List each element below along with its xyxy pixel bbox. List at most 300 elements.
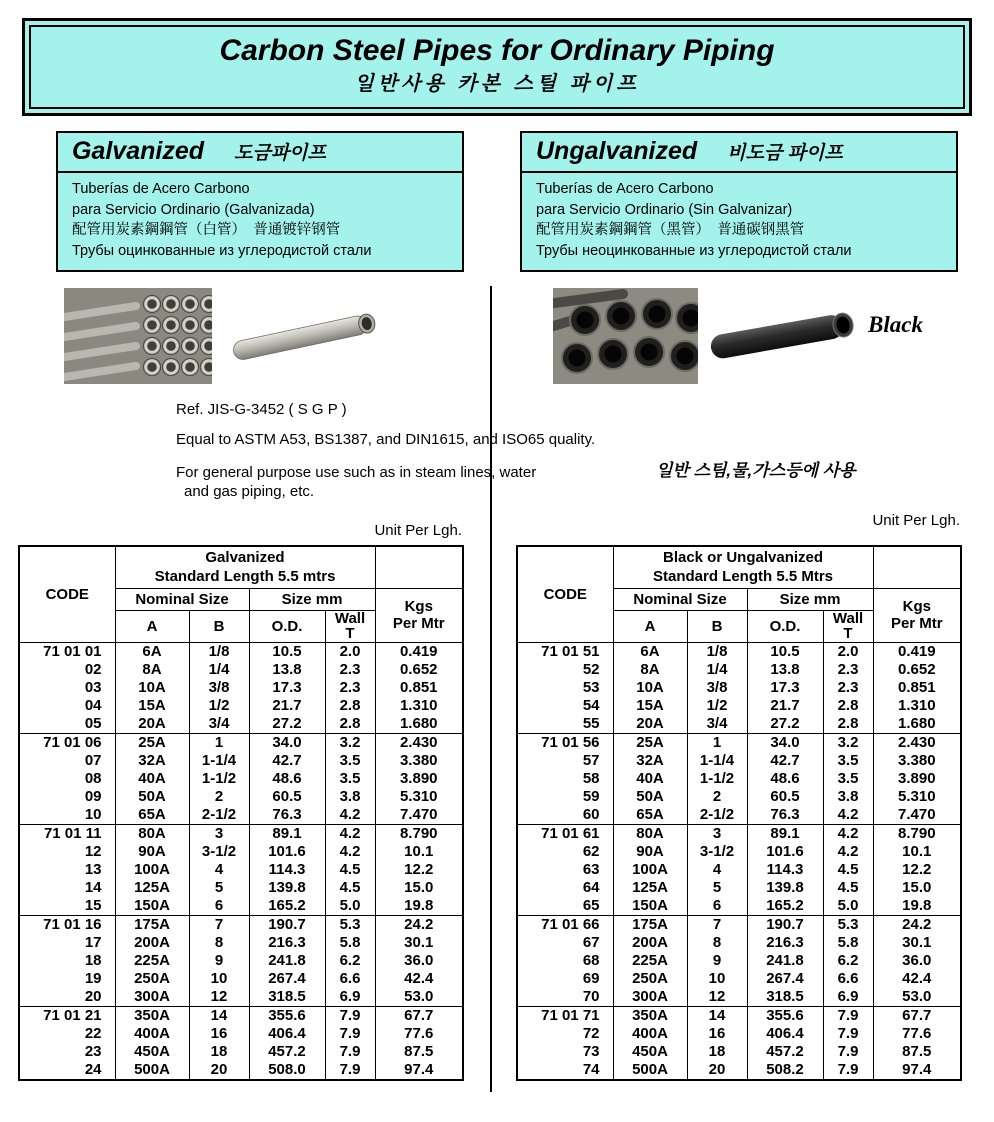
wall-cell: 7.9 [823, 1061, 873, 1080]
wall-cell: 2.3 [823, 661, 873, 679]
kgs-cell: 10.1 [873, 843, 961, 861]
nominal-b-cell: 7 [687, 915, 747, 934]
code-cell: 22 [19, 1025, 115, 1043]
pipe-row [19, 1006, 463, 1025]
kgs-cell: 97.4 [873, 1061, 961, 1080]
pipe-row [19, 752, 463, 770]
code-cell: 59 [517, 788, 613, 806]
kgs-cell: 1.310 [873, 697, 961, 715]
nominal-b-cell: 16 [687, 1025, 747, 1043]
code-cell: 13 [19, 861, 115, 879]
od-cell: 318.5 [747, 988, 823, 1007]
page-title-korean: 일반사용 카본 스틸 파이프 [354, 73, 640, 95]
od-cell: 114.3 [747, 861, 823, 879]
table-title-line-2: Standard Length 5.5 mtrs [154, 568, 336, 586]
pipe-row [517, 1006, 961, 1025]
galvanized-table-title [115, 546, 375, 588]
wall-cell: 6.6 [823, 970, 873, 988]
per-mtr-label: Per Mtr [392, 615, 445, 632]
column-b-header: B [687, 610, 747, 642]
galvanized-pipes-bundle-photo [64, 288, 212, 384]
galvanized-descriptions [58, 173, 462, 270]
kgs-cell: 12.2 [873, 861, 961, 879]
kgs-cell: 77.6 [375, 1025, 463, 1043]
pipe-row [19, 788, 463, 806]
galvanized-pipe-photo [226, 290, 386, 382]
nominal-a-cell: 500A [115, 1061, 189, 1080]
nominal-b-cell: 7 [189, 915, 249, 934]
nominal-a-cell: 250A [613, 970, 687, 988]
table-title-line-1: Galvanized [205, 549, 285, 567]
unit-per-length-label-right: Unit Per Lgh. [872, 512, 960, 529]
pipe-row [517, 752, 961, 770]
nominal-b-cell: 2-1/2 [189, 806, 249, 825]
title-banner-inner [29, 25, 965, 109]
nominal-b-cell: 1-1/2 [189, 770, 249, 788]
nominal-size-header: Nominal Size [613, 588, 747, 610]
kgs-cell: 67.7 [873, 1006, 961, 1025]
nominal-b-cell: 3/4 [189, 715, 249, 734]
code-cell: 14 [19, 879, 115, 897]
galvanized-desc-es-1: Tuberías de Acero Carbono [72, 181, 250, 197]
nominal-a-cell: 6A [613, 642, 687, 661]
code-cell: 71 01 61 [517, 824, 613, 843]
title-banner [22, 18, 972, 116]
pipe-row [517, 715, 961, 734]
kgs-per-mtr-header [375, 588, 463, 642]
nominal-a-cell: 8A [613, 661, 687, 679]
wall-cell: 6.9 [823, 988, 873, 1007]
od-cell: 508.0 [249, 1061, 325, 1080]
pipe-row [19, 642, 463, 661]
pipe-row [19, 697, 463, 715]
pipe-row [19, 970, 463, 988]
nominal-a-cell: 300A [115, 988, 189, 1007]
wall-cell: 3.8 [325, 788, 375, 806]
nominal-b-cell: 14 [687, 1006, 747, 1025]
pipe-row [517, 952, 961, 970]
od-cell: 27.2 [249, 715, 325, 734]
unit-per-length-label-left: Unit Per Lgh. [374, 522, 462, 539]
kgs-cell: 97.4 [375, 1061, 463, 1080]
nominal-b-cell: 3 [189, 824, 249, 843]
pipe-row [517, 770, 961, 788]
code-cell: 74 [517, 1061, 613, 1080]
galvanized-desc-zh: 配管用炭素鋼鋼管（白管） 普通镀锌钢管 [72, 222, 341, 239]
od-cell: 48.6 [249, 770, 325, 788]
nominal-a-cell: 10A [613, 679, 687, 697]
od-cell: 406.4 [747, 1025, 823, 1043]
od-cell: 10.5 [249, 642, 325, 661]
column-b-header: B [189, 610, 249, 642]
galvanized-table-head [19, 546, 463, 642]
kgs-cell: 19.8 [375, 897, 463, 916]
od-cell: 241.8 [747, 952, 823, 970]
kgs-cell: 3.890 [873, 770, 961, 788]
ref-standard-line: Ref. JIS-G-3452 ( S G P ) [176, 401, 347, 418]
nominal-a-cell: 450A [115, 1043, 189, 1061]
code-cell: 73 [517, 1043, 613, 1061]
kgs-cell: 0.419 [873, 642, 961, 661]
od-cell: 406.4 [249, 1025, 325, 1043]
kgs-cell: 1.680 [375, 715, 463, 734]
kgs-label: Kgs [902, 598, 931, 615]
kgs-cell: 7.470 [873, 806, 961, 825]
usage-korean: 일반 스팀,물,가스등에 사용 [656, 461, 856, 480]
kgs-cell: 0.419 [375, 642, 463, 661]
wall-cell: 2.3 [325, 679, 375, 697]
ungalvanized-descriptions [522, 173, 956, 270]
row-group [517, 915, 961, 1006]
nominal-a-cell: 350A [613, 1006, 687, 1025]
pipe-row [19, 843, 463, 861]
od-header: O.D. [747, 610, 823, 642]
pipe-row [517, 661, 961, 679]
nominal-b-cell: 14 [189, 1006, 249, 1025]
wall-cell: 6.2 [325, 952, 375, 970]
wall-cell: 4.5 [325, 879, 375, 897]
kgs-cell: 10.1 [375, 843, 463, 861]
row-group [19, 824, 463, 915]
nominal-a-cell: 65A [613, 806, 687, 825]
wall-cell: 6.2 [823, 952, 873, 970]
kgs-cell: 2.430 [375, 733, 463, 752]
galvanized-header-box [56, 131, 464, 272]
od-cell: 139.8 [747, 879, 823, 897]
nominal-a-cell: 10A [115, 679, 189, 697]
code-cell: 71 01 66 [517, 915, 613, 934]
kgs-cell: 24.2 [375, 915, 463, 934]
nominal-b-cell: 4 [189, 861, 249, 879]
nominal-a-cell: 350A [115, 1006, 189, 1025]
nominal-a-cell: 300A [613, 988, 687, 1007]
nominal-a-cell: 50A [613, 788, 687, 806]
nominal-b-cell: 1/8 [687, 642, 747, 661]
code-cell: 18 [19, 952, 115, 970]
wall-cell: 3.8 [823, 788, 873, 806]
od-cell: 76.3 [249, 806, 325, 825]
nominal-b-cell: 16 [189, 1025, 249, 1043]
wall-cell: 3.5 [823, 752, 873, 770]
nominal-a-cell: 20A [613, 715, 687, 734]
od-cell: 508.2 [747, 1061, 823, 1080]
ungalvanized-header-box [520, 131, 958, 272]
kgs-cell: 30.1 [375, 934, 463, 952]
code-cell: 20 [19, 988, 115, 1007]
code-cell: 15 [19, 897, 115, 916]
row-group [19, 1006, 463, 1080]
code-cell: 71 01 16 [19, 915, 115, 934]
code-cell: 09 [19, 788, 115, 806]
nominal-a-cell: 40A [115, 770, 189, 788]
code-cell: 71 01 21 [19, 1006, 115, 1025]
wall-cell: 4.2 [325, 806, 375, 825]
black-caption: Black [868, 312, 923, 337]
nominal-b-cell: 18 [687, 1043, 747, 1061]
code-column-header: CODE [19, 546, 115, 642]
nominal-a-cell: 15A [613, 697, 687, 715]
wall-cell: 4.5 [325, 861, 375, 879]
ungalvanized-desc-es-1: Tuberías de Acero Carbono [536, 181, 714, 197]
kgs-cell: 1.310 [375, 697, 463, 715]
wall-cell: 3.5 [325, 752, 375, 770]
nominal-b-cell: 3-1/2 [189, 843, 249, 861]
size-mm-header: Size mm [249, 588, 375, 610]
pipe-row [19, 861, 463, 879]
column-a-header: A [115, 610, 189, 642]
per-mtr-label: Per Mtr [890, 615, 943, 632]
galvanized-desc-ru: Трубы оцинкованные из углеродистой стали [72, 242, 372, 259]
pipe-row [517, 988, 961, 1007]
pipe-row [19, 679, 463, 697]
wall-cell: 5.3 [325, 915, 375, 934]
nominal-a-cell: 100A [613, 861, 687, 879]
code-cell: 63 [517, 861, 613, 879]
code-column-header: CODE [517, 546, 613, 642]
pipe-row [517, 1043, 961, 1061]
od-cell: 241.8 [249, 952, 325, 970]
pipe-row [19, 770, 463, 788]
code-cell: 65 [517, 897, 613, 916]
wall-cell: 6.9 [325, 988, 375, 1007]
code-cell: 12 [19, 843, 115, 861]
empty-header-cell [375, 546, 463, 588]
od-cell: 76.3 [747, 806, 823, 825]
ungalvanized-desc-zh: 配管用炭素鋼鋼管（黑管） 普通碳钢黑管 [536, 222, 805, 239]
kgs-cell: 0.652 [873, 661, 961, 679]
pipe-row [19, 1043, 463, 1061]
galvanized-desc-es-2: para Servicio Ordinario (Galvanizada) [72, 201, 315, 218]
wall-label: Wall [832, 610, 864, 627]
nominal-a-cell: 500A [613, 1061, 687, 1080]
od-cell: 89.1 [249, 824, 325, 843]
wall-cell: 5.8 [325, 934, 375, 952]
nominal-a-cell: 150A [115, 897, 189, 916]
code-cell: 71 01 11 [19, 824, 115, 843]
kgs-cell: 0.851 [873, 679, 961, 697]
od-cell: 216.3 [249, 934, 325, 952]
od-cell: 27.2 [747, 715, 823, 734]
nominal-b-cell: 2 [687, 788, 747, 806]
od-cell: 60.5 [747, 788, 823, 806]
pipe-row [517, 788, 961, 806]
nominal-b-cell: 3/8 [687, 679, 747, 697]
wall-cell: 4.5 [823, 879, 873, 897]
wall-cell: 4.5 [823, 861, 873, 879]
nominal-b-cell: 18 [189, 1043, 249, 1061]
wall-cell: 7.9 [325, 1006, 375, 1025]
kgs-cell: 87.5 [873, 1043, 961, 1061]
wall-cell: 5.0 [325, 897, 375, 916]
row-group [517, 1006, 961, 1080]
pipe-row [517, 915, 961, 934]
nominal-b-cell: 8 [687, 934, 747, 952]
pipe-row [517, 806, 961, 825]
od-cell: 42.7 [747, 752, 823, 770]
kgs-cell: 12.2 [375, 861, 463, 879]
wall-cell: 5.8 [823, 934, 873, 952]
page-title: Carbon Steel Pipes for Ordinary Piping [219, 34, 775, 67]
galvanized-title-korean: 도금파이프 [234, 143, 326, 164]
nominal-b-cell: 10 [687, 970, 747, 988]
nominal-b-cell: 3 [687, 824, 747, 843]
kgs-cell: 15.0 [375, 879, 463, 897]
code-cell: 71 01 06 [19, 733, 115, 752]
wall-cell: 2.3 [325, 661, 375, 679]
nominal-b-cell: 9 [687, 952, 747, 970]
nominal-b-cell: 20 [189, 1061, 249, 1080]
wall-t-header [823, 610, 873, 642]
kgs-cell: 5.310 [873, 788, 961, 806]
wall-cell: 5.0 [823, 897, 873, 916]
pipe-row [19, 915, 463, 934]
pipe-row [19, 934, 463, 952]
code-cell: 24 [19, 1061, 115, 1080]
nominal-a-cell: 125A [115, 879, 189, 897]
nominal-a-cell: 80A [115, 824, 189, 843]
black-table-title [613, 546, 873, 588]
nominal-a-cell: 200A [115, 934, 189, 952]
nominal-b-cell: 8 [189, 934, 249, 952]
code-cell: 64 [517, 879, 613, 897]
nominal-b-cell: 1/2 [687, 697, 747, 715]
code-cell: 08 [19, 770, 115, 788]
nominal-b-cell: 6 [189, 897, 249, 916]
black-pipes-bundle-photo [553, 288, 698, 384]
code-cell: 71 01 56 [517, 733, 613, 752]
nominal-a-cell: 175A [115, 915, 189, 934]
wall-cell: 2.8 [325, 715, 375, 734]
kgs-cell: 8.790 [873, 824, 961, 843]
pipe-row [19, 1025, 463, 1043]
od-cell: 60.5 [249, 788, 325, 806]
reference-block [176, 400, 595, 501]
wall-cell: 6.6 [325, 970, 375, 988]
ungalvanized-header-title [522, 133, 956, 173]
wall-cell: 3.5 [823, 770, 873, 788]
table-title-line-1: Black or Ungalvanized [662, 549, 824, 567]
kgs-cell: 30.1 [873, 934, 961, 952]
od-cell: 190.7 [747, 915, 823, 934]
od-cell: 17.3 [747, 679, 823, 697]
nominal-b-cell: 5 [687, 879, 747, 897]
nominal-a-cell: 100A [115, 861, 189, 879]
pipe-row [19, 661, 463, 679]
nominal-b-cell: 1 [189, 733, 249, 752]
od-cell: 10.5 [747, 642, 823, 661]
kgs-cell: 3.380 [873, 752, 961, 770]
nominal-b-cell: 3/4 [687, 715, 747, 734]
kgs-cell: 24.2 [873, 915, 961, 934]
nominal-b-cell: 1/4 [189, 661, 249, 679]
od-cell: 457.2 [747, 1043, 823, 1061]
kgs-cell: 2.430 [873, 733, 961, 752]
ref-equivalents-line: Equal to ASTM A53, BS1387, and DIN1615, and ISO65 quality. [176, 431, 596, 448]
nominal-b-cell: 3/8 [189, 679, 249, 697]
nominal-b-cell: 2 [189, 788, 249, 806]
pipe-row [517, 897, 961, 916]
nominal-a-cell: 150A [613, 897, 687, 916]
kgs-cell: 36.0 [873, 952, 961, 970]
od-cell: 267.4 [747, 970, 823, 988]
code-cell: 52 [517, 661, 613, 679]
kgs-cell: 3.890 [375, 770, 463, 788]
kgs-cell: 42.4 [873, 970, 961, 988]
nominal-b-cell: 12 [687, 988, 747, 1007]
t-label: T [843, 625, 853, 642]
black-pipe-photo [706, 290, 856, 382]
od-cell: 318.5 [249, 988, 325, 1007]
od-cell: 165.2 [249, 897, 325, 916]
ref-purpose-line-2: and gas piping, etc. [184, 483, 315, 500]
kgs-cell: 3.380 [375, 752, 463, 770]
nominal-a-cell: 225A [115, 952, 189, 970]
wall-cell: 3.5 [325, 770, 375, 788]
t-label: T [345, 625, 355, 642]
od-cell: 114.3 [249, 861, 325, 879]
nominal-b-cell: 5 [189, 879, 249, 897]
code-cell: 60 [517, 806, 613, 825]
galvanized-title: Galvanized [72, 137, 204, 165]
ungalvanized-desc-es-2: para Servicio Ordinario (Sin Galvanizar) [536, 201, 793, 218]
nominal-b-cell: 1/8 [189, 642, 249, 661]
row-group [517, 824, 961, 915]
od-cell: 267.4 [249, 970, 325, 988]
nominal-a-cell: 125A [613, 879, 687, 897]
table-title-line-2: Standard Length 5.5 Mtrs [653, 568, 834, 586]
nominal-a-cell: 250A [115, 970, 189, 988]
wall-cell: 4.2 [823, 843, 873, 861]
row-group [517, 642, 961, 733]
od-cell: 21.7 [747, 697, 823, 715]
kgs-cell: 1.680 [873, 715, 961, 734]
nominal-a-cell: 80A [613, 824, 687, 843]
nominal-b-cell: 6 [687, 897, 747, 916]
nominal-b-cell: 1-1/4 [687, 752, 747, 770]
nominal-a-cell: 400A [115, 1025, 189, 1043]
pipe-row [517, 697, 961, 715]
nominal-a-cell: 65A [115, 806, 189, 825]
kgs-cell: 53.0 [375, 988, 463, 1007]
wall-cell: 7.9 [823, 1025, 873, 1043]
nominal-b-cell: 1 [687, 733, 747, 752]
empty-header-cell [873, 546, 961, 588]
od-cell: 139.8 [249, 879, 325, 897]
od-header: O.D. [249, 610, 325, 642]
wall-cell: 5.3 [823, 915, 873, 934]
kgs-cell: 0.851 [375, 679, 463, 697]
code-cell: 17 [19, 934, 115, 952]
kgs-cell: 0.652 [375, 661, 463, 679]
od-cell: 101.6 [747, 843, 823, 861]
od-cell: 48.6 [747, 770, 823, 788]
pipe-row [19, 879, 463, 897]
od-cell: 355.6 [249, 1006, 325, 1025]
code-cell: 70 [517, 988, 613, 1007]
nominal-a-cell: 200A [613, 934, 687, 952]
nominal-a-cell: 8A [115, 661, 189, 679]
column-a-header: A [613, 610, 687, 642]
code-cell: 07 [19, 752, 115, 770]
nominal-b-cell: 1/2 [189, 697, 249, 715]
nominal-a-cell: 32A [115, 752, 189, 770]
nominal-a-cell: 6A [115, 642, 189, 661]
wall-cell: 7.9 [823, 1006, 873, 1025]
code-cell: 67 [517, 934, 613, 952]
code-cell: 19 [19, 970, 115, 988]
code-cell: 04 [19, 697, 115, 715]
wall-cell: 2.0 [325, 642, 375, 661]
